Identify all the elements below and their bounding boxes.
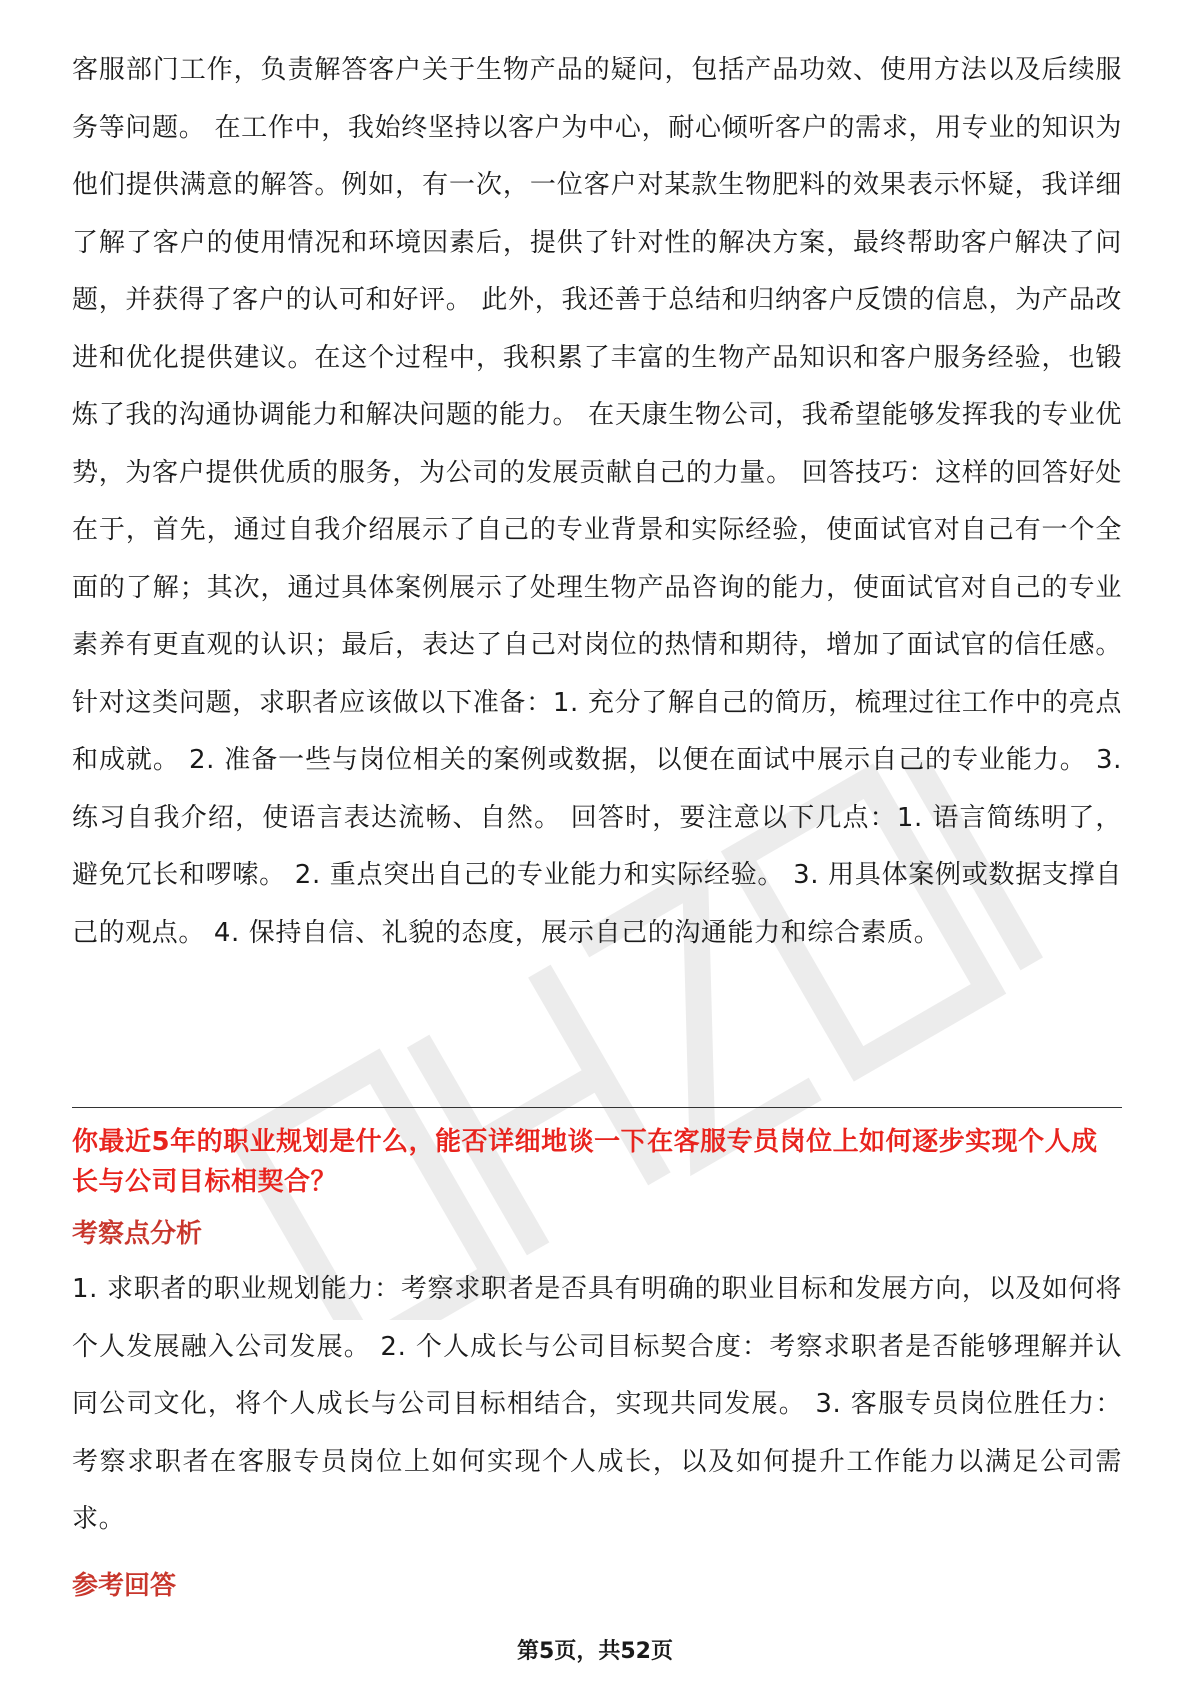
answer-heading: 参考回答 bbox=[72, 1571, 177, 1601]
page-number-footer: 第5页，共52页 bbox=[517, 1639, 673, 1664]
section-divider bbox=[72, 1107, 1122, 1108]
analysis-heading: 考察点分析 bbox=[72, 1219, 203, 1249]
analysis-section bbox=[72, 1261, 1122, 1549]
continuation-section bbox=[72, 42, 1122, 962]
analysis-paragraph: 1. 求职者的职业规划能力：考察求职者是否具有明确的职业目标和发展方向，以及如何将个人发展融入公司发展。 2. 个人成长与公司目标契合度：考察求职者是否能够理解并认同公司文化，将个人成长与公司目标相结合，实现共同发展。 3. 客服专员岗位胜任力：考察求职者在客服专员岗位上如何实现个人成长，以及如何提升工作能力以满足公司需求。 bbox=[72, 1274, 1122, 1534]
continuation-paragraph: 客服部门工作，负责解答客户关于生物产品的疑问，包括产品功效、使用方法以及后续服务等问题。 在工作中，我始终坚持以客户为中心，耐心倾听客户的需求，用专业的知识为他们提供满意的解答。例如，有一次，一位客户对某款生物肥料的效果表示怀疑，我详细了解了客户的使用情况和环境因素后，提供了针对性的解决方案，最终帮助客户解决了问题，并获得了客户的认可和好评。 此外，我还善于总结和归纳客户反馈的信息，为产品改进和优化提供建议。在这个过程中，我积累了丰富的生物产品知识和客户服务经验，也锻炼了我的沟通协调能力和解决问题的能力。 在天康生物公司，我希望能够发挥我的专业优势，为客户提供优质的服务，为公司的发展贡献自己的力量。 回答技巧：这样的回答好处在于，首先，通过自我介绍展示了自己的专业背景和实际经验，使面试官对自己有一个全面的了解；其次，通过具体案例展示了处理生物产品咨询的能力，使面试官对自己的专业素养有更直观的认识；最后，表达了自己对岗位的热情和期待，增加了面试官的信任感。针对这类问题，求职者应该做以下准备：1. 充分了解自己的简历，梳理过往工作中的亮点和成就。 2. 准备一些与岗位相关的案例或数据，以便在面试中展示自己的专业能力。 3. 练习自我介绍，使语言表达流畅、自然。 回答时，要注意以下几点：1. 语言简练明了，避免冗长和啰嗦。 2. 重点突出自己的专业能力和实际经验。 3. 用具体案例或数据支撑自己的观点。 4. 保持自信、礼貌的态度，展示自己的沟通能力和综合素质。 bbox=[72, 55, 1122, 948]
interview-question: 你最近5年的职业规划是什么，能否详细地谈一下在客服专员岗位上如何逐步实现个人成长与公司目标相契合？ bbox=[72, 1127, 1098, 1197]
